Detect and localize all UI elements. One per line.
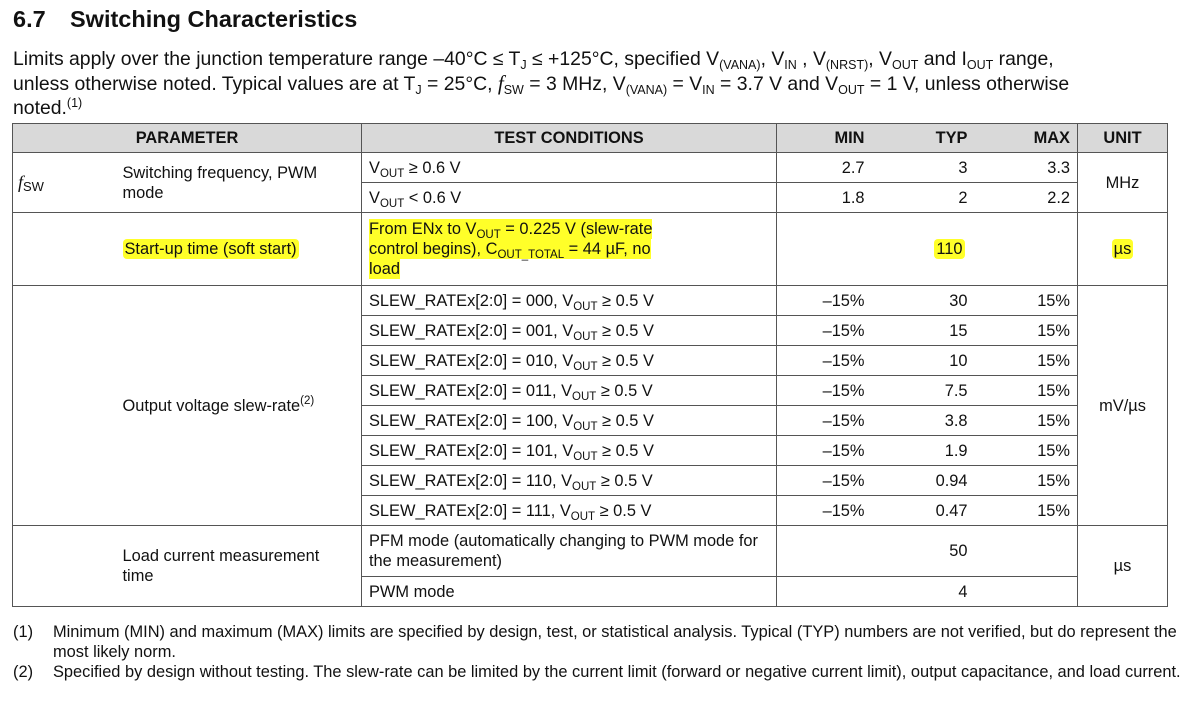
- load-max-1: [975, 526, 1078, 577]
- slew-typ-0: 30: [872, 286, 975, 316]
- slew-typ-6: 0.94: [872, 466, 975, 496]
- startup-min: [777, 213, 872, 286]
- startup-max: [975, 213, 1078, 286]
- load-parameter: Load current measurement time: [116, 526, 362, 607]
- slew-max-0: 15%: [975, 286, 1078, 316]
- slew-cond-0: SLEW_RATEx[2:0] = 000, $V_{OUT} \ge 0.5$ V: [362, 286, 777, 316]
- slew-min-5: –15%: [777, 436, 872, 466]
- load-cond-1: PFM mode (automatically changing to PWM mode for the measurement): [362, 526, 777, 577]
- table-row-load-1: [13, 526, 1168, 577]
- slew-max-4: 15%: [975, 406, 1078, 436]
- footnote-ref-1[interactable]: (1): [66, 96, 83, 110]
- fsw-cond-2: $V_{OUT} < 0.6$ V: [362, 183, 777, 213]
- slew-typ-4: 3.8: [872, 406, 975, 436]
- header-unit: UNIT: [1078, 124, 1168, 153]
- load-cond-2: PWM mode: [362, 577, 777, 607]
- table-row-fsw-1: [13, 153, 1168, 183]
- table-row-slew-0: [13, 286, 1168, 316]
- slew-typ-7: 0.47: [872, 496, 975, 526]
- header-test-conditions: TEST CONDITIONS: [362, 124, 777, 153]
- load-unit: µs: [1078, 526, 1168, 607]
- slew-cond-3: SLEW_RATEx[2:0] = 011, $V_{OUT} \ge 0.5$ V: [362, 376, 777, 406]
- startup-symbol: [13, 213, 116, 286]
- intro-line-3: noted.$^{(1)}$: [13, 96, 83, 119]
- load-max-2: [975, 577, 1078, 607]
- footnotes: [13, 622, 1183, 682]
- fsw-min-2: 1.8: [777, 183, 872, 213]
- load-min-1: [777, 526, 872, 577]
- intro-line-1: Limits apply over the junction temperature range $-40^\circ C \le T_J \le +125^\circ C$, specified $V_{(VANA)}$, $V_{IN}$ , $V_{(NRST)}$, $V_{OUT}$ and $I_{OUT}$ range,: [13, 48, 1054, 72]
- slew-min-0: –15%: [777, 286, 872, 316]
- slew-max-1: 15%: [975, 316, 1078, 346]
- slew-cond-5: SLEW_RATEx[2:0] = 101, $V_{OUT} \ge 0.5$ V: [362, 436, 777, 466]
- load-typ-2: 4: [872, 577, 975, 607]
- intro-line-2: unless otherwise noted. Typical values are at $T_J = 25^\circ C$, $f_{SW} = 3$ MHz, $V_{(VANA)} = V_{IN} = 3.7$ V and $V_{OUT} = 1$ V, unless otherwise: [13, 71, 1070, 97]
- slew-max-5: 15%: [975, 436, 1078, 466]
- slew-typ-1: 15: [872, 316, 975, 346]
- slew-typ-5: 1.9: [872, 436, 975, 466]
- section-number: 6.7: [13, 6, 46, 32]
- switching-characteristics-table: [12, 123, 1168, 607]
- header-row: [13, 124, 1168, 153]
- footnote-text-1: Minimum (MIN) and maximum (MAX) limits are specified by design, test, or statistical analysis. Typical (TYP) numbers are not verified, but do represent the most likely norm.: [53, 623, 1177, 661]
- section-title: Switching Characteristics: [70, 6, 358, 32]
- slew-max-7: 15%: [975, 496, 1078, 526]
- footnote-marker-1: (1): [13, 623, 34, 641]
- slew-max-3: 15%: [975, 376, 1078, 406]
- slew-cond-2: SLEW_RATEx[2:0] = 010, $V_{OUT} \ge 0.5$ V: [362, 346, 777, 376]
- fsw-symbol: $f_{SW}$: [13, 153, 116, 213]
- load-symbol: [13, 526, 116, 607]
- fsw-typ-2: 2: [872, 183, 975, 213]
- slew-max-6: 15%: [975, 466, 1078, 496]
- slew-typ-2: 10: [872, 346, 975, 376]
- intro-paragraph: [13, 47, 1188, 120]
- header-min: MIN: [777, 124, 872, 153]
- slew-min-6: –15%: [777, 466, 872, 496]
- table-row-startup: [13, 213, 1168, 286]
- slew-min-1: –15%: [777, 316, 872, 346]
- footnote-marker-2: (2): [13, 663, 34, 681]
- fsw-typ-1: 3: [872, 153, 975, 183]
- slew-typ-3: 7.5: [872, 376, 975, 406]
- footnote-text-2: Specified by design without testing. The slew-rate can be limited by the current limit (forward or negative current limit), output capacitance, and load current.: [53, 663, 1181, 681]
- slew-cond-7: SLEW_RATEx[2:0] = 111, $V_{OUT} \ge 0.5$ V: [362, 496, 777, 526]
- slew-min-7: –15%: [777, 496, 872, 526]
- fsw-cond-1: $V_{OUT} \ge 0.6$ V: [362, 153, 777, 183]
- fsw-unit: MHz: [1078, 153, 1168, 213]
- startup-parameter: Start-up time (soft start): [116, 213, 362, 286]
- fsw-max-2: 2.2: [975, 183, 1078, 213]
- slew-unit: mV/µs: [1078, 286, 1168, 526]
- slew-cond-4: SLEW_RATEx[2:0] = 100, $V_{OUT} \ge 0.5$ V: [362, 406, 777, 436]
- fsw-parameter: Switching frequency, PWM mode: [116, 153, 362, 213]
- footnote-2: [13, 662, 1183, 682]
- startup-cond: From ENx to $V_{OUT} = 0.225$ V (slew-rate control begins), $C_{OUT\_TOTAL} = 44$ µF, no load: [362, 213, 777, 286]
- footnote-1: [13, 622, 1183, 662]
- slew-min-2: –15%: [777, 346, 872, 376]
- slew-cond-6: SLEW_RATEx[2:0] = 110, $V_{OUT} \ge 0.5$ V: [362, 466, 777, 496]
- footnote-ref-2[interactable]: (2): [300, 394, 315, 407]
- slew-min-3: –15%: [777, 376, 872, 406]
- slew-cond-1: SLEW_RATEx[2:0] = 001, $V_{OUT} \ge 0.5$ V: [362, 316, 777, 346]
- slew-max-2: 15%: [975, 346, 1078, 376]
- fsw-min-1: 2.7: [777, 153, 872, 183]
- header-parameter: PARAMETER: [13, 124, 362, 153]
- startup-unit: µs: [1078, 213, 1168, 286]
- section-heading: [13, 6, 357, 33]
- slew-min-4: –15%: [777, 406, 872, 436]
- header-typ: TYP: [872, 124, 975, 153]
- startup-typ: 110: [872, 213, 975, 286]
- load-typ-1: 50: [872, 526, 975, 577]
- slew-symbol: [13, 286, 116, 526]
- slew-parameter: Output voltage slew-rate$^{(2)}$: [116, 286, 362, 526]
- fsw-max-1: 3.3: [975, 153, 1078, 183]
- header-max: MAX: [975, 124, 1078, 153]
- load-min-2: [777, 577, 872, 607]
